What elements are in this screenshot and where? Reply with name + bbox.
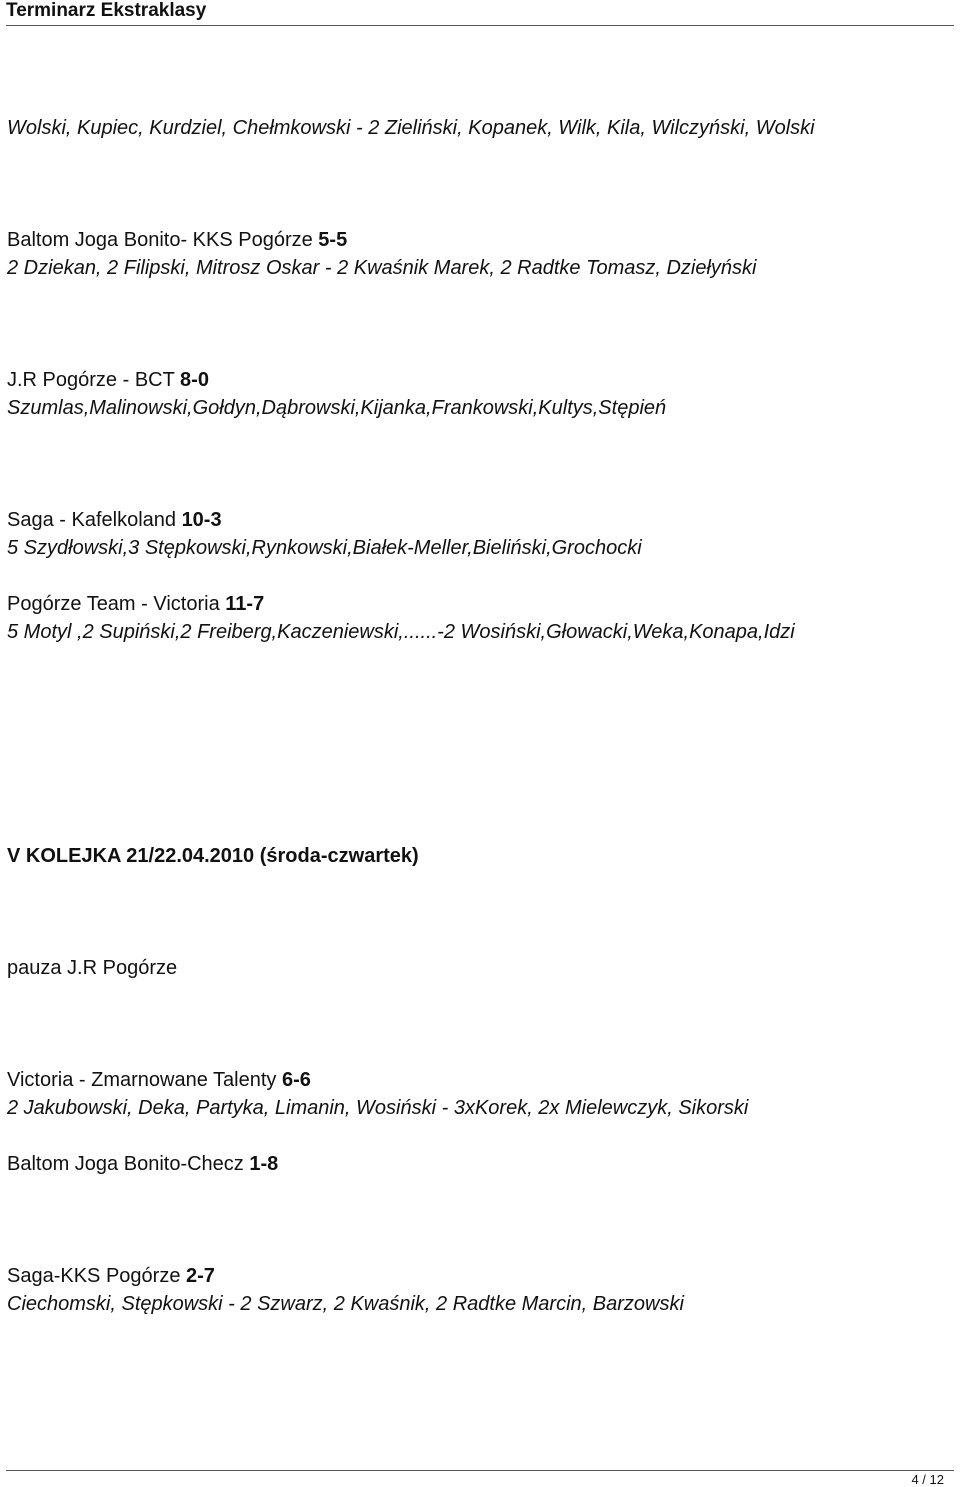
match-result bbox=[7, 508, 222, 532]
scorers-line: 2 Dziekan, 2 Filipski, Mitrosz Oskar - 2 Kwaśnik Marek, 2 Radtke Tomasz, Dziełyński bbox=[7, 257, 757, 279]
match-score: 11-7 bbox=[225, 593, 265, 615]
match-score: 5-5 bbox=[318, 229, 348, 251]
scorers-line: Ciechomski, Stępkowski - 2 Szwarz, 2 Kwaśnik, 2 Radtke Marcin, Barzowski bbox=[7, 1293, 684, 1315]
match-teams: Pogórze Team - Victoria bbox=[7, 593, 226, 615]
match-result bbox=[7, 1068, 311, 1092]
header-divider bbox=[6, 25, 954, 26]
footer-divider bbox=[6, 1470, 954, 1471]
scorers-line: Wolski, Kupiec, Kurdziel, Chełmkowski - 2 Zieliński, Kopanek, Wilk, Kila, Wilczyński, Wolski bbox=[7, 117, 815, 139]
match-result bbox=[7, 1152, 278, 1176]
pause-note: pauza J.R Pogórze bbox=[7, 957, 178, 979]
match-teams: Victoria - Zmarnowane Talenty bbox=[7, 1069, 282, 1091]
match-teams: Saga-KKS Pogórze bbox=[7, 1265, 186, 1287]
match-score: 6-6 bbox=[281, 1069, 311, 1091]
match-teams: J.R Pogórze - BCT bbox=[7, 369, 181, 391]
scorers-line: 2 Jakubowski, Deka, Partyka, Limanin, Wosiński - 3xKorek, 2x Mielewczyk, Sikorski bbox=[7, 1097, 749, 1119]
match-result bbox=[7, 1264, 215, 1288]
round-heading: V KOLEJKA 21/22.04.2010 (środa-czwartek) bbox=[7, 845, 419, 867]
match-result bbox=[7, 368, 209, 392]
page-number: 4 / 12 bbox=[911, 1472, 944, 1487]
match-teams: Saga - Kafelkoland bbox=[7, 509, 182, 531]
match-teams: Baltom Joga Bonito-Checz bbox=[7, 1153, 250, 1175]
match-score: 2-7 bbox=[186, 1265, 215, 1287]
match-score: 8-0 bbox=[180, 369, 209, 391]
match-result bbox=[7, 228, 347, 252]
match-teams: Baltom Joga Bonito- KKS Pogórze bbox=[7, 229, 319, 251]
match-score: 1-8 bbox=[249, 1153, 279, 1175]
match-score: 10-3 bbox=[181, 509, 222, 531]
scorers-line: Szumlas,Malinowski,Gołdyn,Dąbrowski,Kijanka,Frankowski,Kultys,Stępień bbox=[7, 397, 667, 419]
match-result bbox=[7, 592, 264, 616]
scorers-line: 5 Motyl ,2 Supiński,2 Freiberg,Kaczeniewski,......-2 Wosiński,Głowacki,Weka,Konapa,Idzi bbox=[7, 621, 795, 643]
document-title: Terminarz Ekstraklasy bbox=[6, 0, 207, 21]
scorers-line: 5 Szydłowski,3 Stępkowski,Rynkowski,Białek-Meller,Bieliński,Grochocki bbox=[7, 537, 642, 559]
